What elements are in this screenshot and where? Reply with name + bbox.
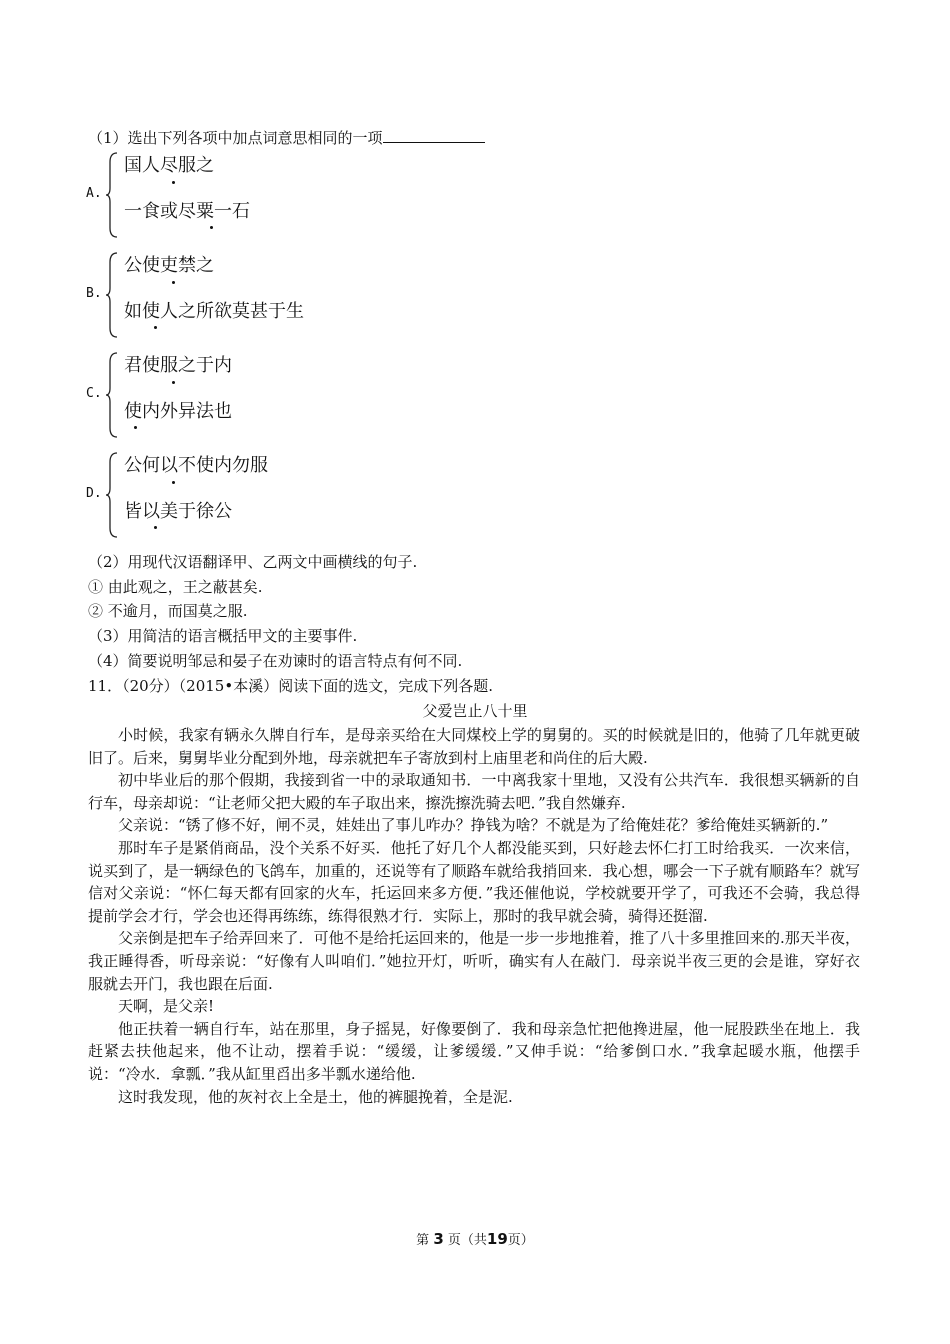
translate-sentence-2: ② 不逾月，而国莫之服. [88,602,248,620]
footer-page-number: 3 [433,1230,444,1248]
option-a [86,150,386,242]
passage-paragraph: 这时我发现，他的灰衬衣上全是土，他的裤腿挽着，全是泥. [118,1087,513,1106]
passage-paragraph: 初中毕业后的那个假期，我接到省一中的录取通知书．一中离我家十里地，又没有公共汽车．我很想买辆新的自行车，母亲却说：“让老师父把大殿的车子取出来，擦洗擦洗骑去吧．”我自然嫌弃. [88,771,860,812]
q10-part1 [88,127,485,149]
translate-sentence-1: ① 由此观之，王之蔽甚矣. [88,578,263,596]
answer-blank [383,128,485,143]
passage-paragraph: 他正扶着一辆自行车，站在那里，身子摇晃，好像要倒了．我和母亲急忙把他搀进屋，他一屁股跌坐在地上．我赶紧去扶他起来，他不让动，摆着手说：“缓缓，让爹缓缓．”又伸手说：“给爹倒口水．”我拿起暖水瓶，他摆手说：“冷水．拿瓢．”我从缸里舀出多半瓢水递给他. [88,1019,860,1083]
emphasis-dot [172,181,175,184]
q10-part4: （4）简要说明邹忌和晏子在劝谏时的语言特点有何不同. [88,652,463,670]
brace-icon [106,452,118,538]
option-b [86,250,386,342]
page-footer [0,1229,950,1248]
footer-suffix: 页） [507,1233,534,1248]
option-line2: 如使人之所欲莫甚于生 [124,301,304,322]
footer-prefix: 第 [416,1233,430,1248]
passage-paragraph: 天啊，是父亲! [118,997,215,1016]
option-letter: B. [86,286,102,301]
q11-header: 11．（20分）（2015•本溪）阅读下面的选文，完成下列各题. [88,677,493,695]
option-letter: A. [86,186,102,201]
option-line2: 一食或尽粟一石 [124,201,250,222]
passage-paragraph: 父亲说：“锈了修不好，闸不灵，娃娃出了事儿咋办？挣钱为啥？不就是为了给俺娃花？爹给俺娃买辆新的.” [118,816,829,835]
passage-body [88,724,860,1108]
option-line1: 公使吏禁之 [124,255,214,276]
emphasis-dot [154,526,157,529]
passage-title: 父爱岂止八十里 [422,702,528,720]
brace-icon [106,252,118,338]
emphasis-dot [134,426,137,429]
q10-part2: （2）用现代汉语翻译甲、乙两文中画横线的句子. [88,553,418,571]
emphasis-dot [172,281,175,284]
passage-paragraph: 那时车子是紧俏商品，没个关系不好买．他托了好几个人都没能买到，只好趁去怀仁打工时给我买．一次来信，说买到了，是一辆绿色的飞鸽车，加重的，还说等有了顺路车就给我捎回来．我心想，哪会一下子就有顺路车？就写信对父亲说：“怀仁每天都有回家的火车，托运回来多方便．”我还催他说，学校就要开学了，可我还不会骑，我总得提前学会才行，学会也还得再练练，练得很熟才行．实际上，那时的我早就会骑，骑得还挺溜. [88,838,860,925]
emphasis-dot [210,226,213,229]
option-letter: C. [86,386,102,401]
footer-middle: 页（共 [447,1233,487,1248]
passage-paragraph: 父亲倒是把车子给弄回来了．可他不是给托运回来的，他是一步一步地推着，推了八十多里推回来的.那天半夜，我正睡得香，听母亲说：“好像有人叫咱们．”她拉开灯，听听，确实有人在敲门．母亲说半夜三更的会是谁，穿好衣服就去开门，我也跟在后面. [88,929,860,993]
option-line1: 国人尽服之 [124,155,214,176]
option-d [86,450,386,542]
option-line2: 皆以美于徐公 [124,501,232,522]
passage-paragraph: 小时候，我家有辆永久牌自行车，是母亲买给在大同煤校上学的舅舅的。买的时候就是旧的，他骑了几年就更破旧了。后来，舅舅毕业分配到外地，母亲就把车子寄放到村上庙里老和尚住的后大殿. [88,726,860,767]
emphasis-dot [154,326,157,329]
footer-total-pages: 19 [486,1230,508,1248]
brace-icon [106,352,118,438]
option-c [86,350,386,442]
emphasis-dot [172,481,175,484]
emphasis-dot [172,381,175,384]
option-line1: 公何以不使内勿服 [124,455,268,476]
part1-text: （1）选出下列各项中加点词意思相同的一项 [88,129,383,147]
q10-part3: （3）用简洁的语言概括甲文的主要事件. [88,627,358,645]
option-line2: 使内外异法也 [124,401,232,422]
brace-icon [106,152,118,238]
option-line1: 君使服之于内 [124,355,232,376]
option-letter: D. [86,486,102,501]
